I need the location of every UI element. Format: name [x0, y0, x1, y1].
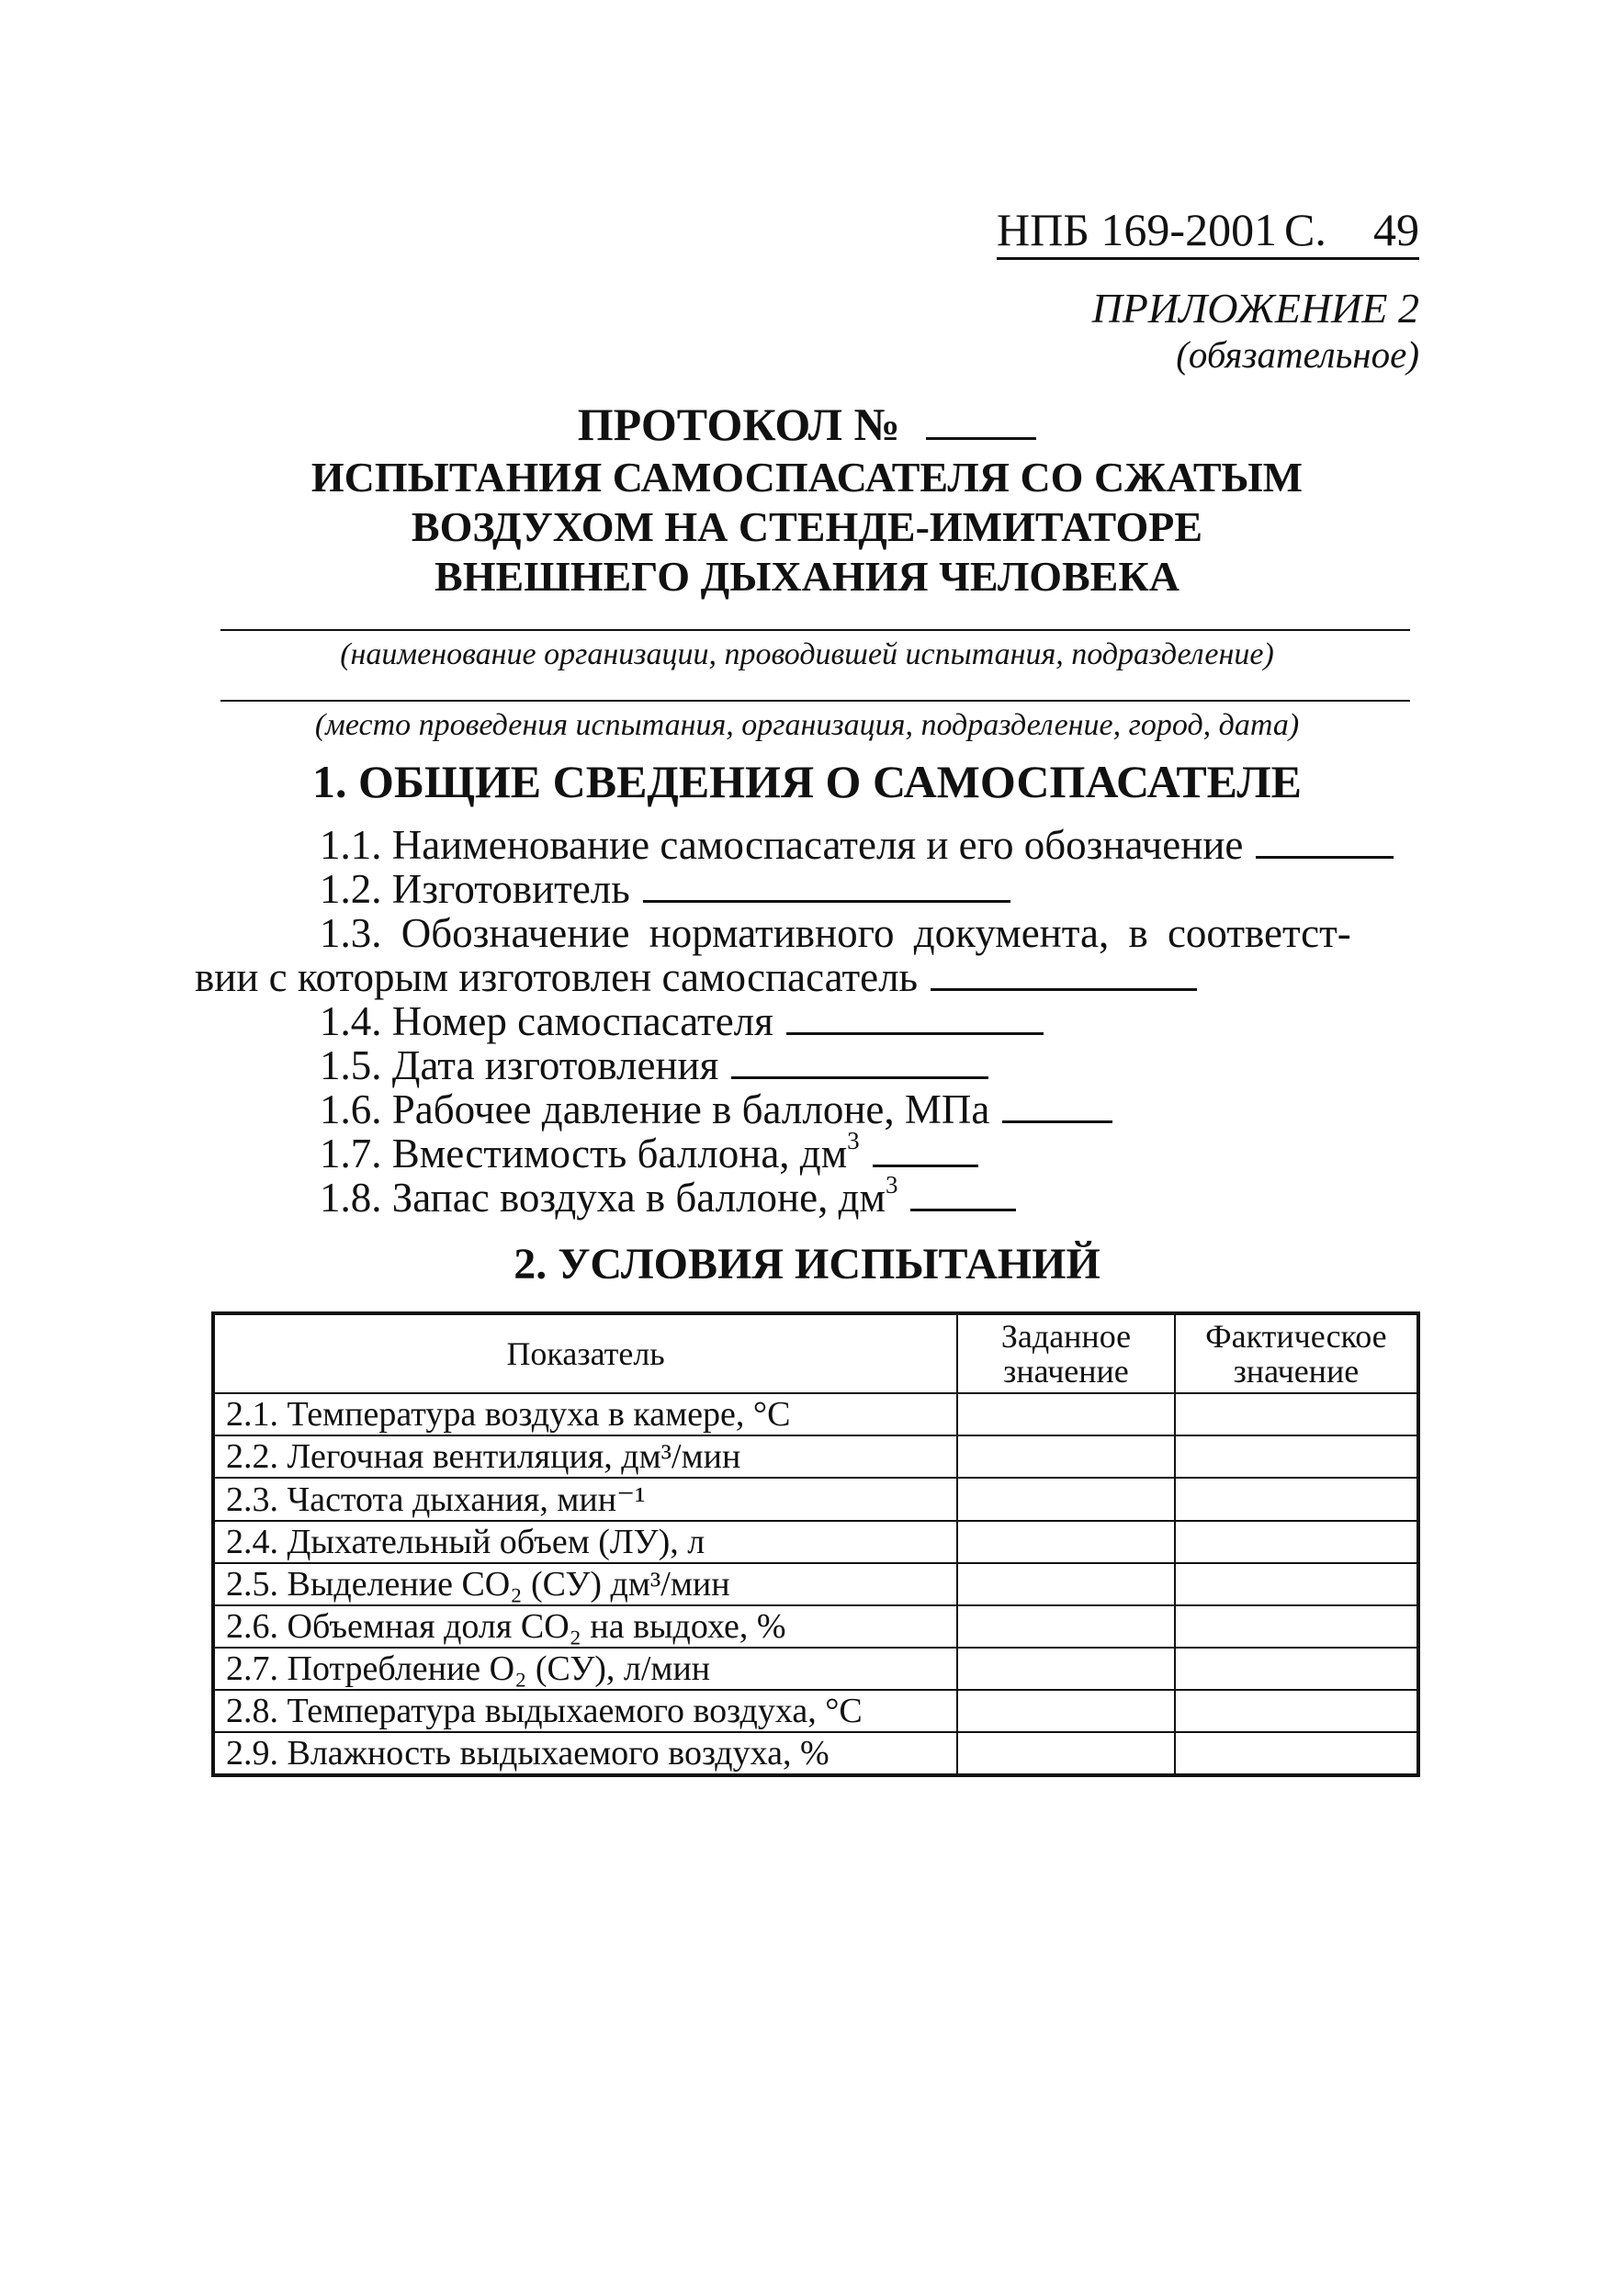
target-value-cell[interactable] — [957, 1435, 1175, 1478]
item-1-2-blank — [643, 865, 1010, 903]
actual-value-cell[interactable] — [1175, 1648, 1418, 1690]
table-row — [213, 1732, 1418, 1775]
table-row — [213, 1393, 1418, 1435]
item-1-3-cont-text: вии с которым изготовлен самоспасатель — [195, 954, 919, 1000]
column-header-target: Заданное значение — [957, 1313, 1175, 1393]
item-1-3-text: 1.3. Обозначение нормативного документа, в соответст- — [320, 910, 1351, 956]
item-1-7-sup: 3 — [847, 1126, 860, 1154]
protocol-number-blank — [926, 400, 1036, 440]
item-1-6-blank — [1002, 1086, 1112, 1123]
section1-heading: 1. ОБЩИЕ СВЕДЕНИЯ О САМОСПАСАТЕЛЕ — [312, 756, 1302, 807]
organization-caption: (наименование организации, проводившей испытания, подразделение) — [340, 637, 1274, 671]
table-header-row — [213, 1313, 1418, 1393]
target-value-cell[interactable] — [957, 1521, 1175, 1563]
place-line — [220, 700, 1410, 702]
item-1-3-blank — [931, 953, 1197, 991]
item-1-4-text: 1.4. Номер самоспасателя — [320, 998, 773, 1044]
section2-heading: 2. УСЛОВИЯ ИСПЫТАНИЙ — [514, 1240, 1100, 1289]
item-1-7-text: 1.7. Вместимость баллона, дм — [320, 1131, 848, 1176]
protocol-subtitle-2: ВОЗДУХОМ НА СТЕНДЕ-ИМИТАТОРЕ — [411, 503, 1203, 550]
table-row — [213, 1648, 1418, 1690]
appendix-title: ПРИЛОЖЕНИЕ 2 — [1091, 285, 1419, 332]
table-row — [213, 1435, 1418, 1478]
item-1-5 — [320, 1041, 988, 1089]
table-row — [213, 1690, 1418, 1732]
actual-value-cell[interactable] — [1175, 1478, 1418, 1521]
target-value-cell[interactable] — [957, 1732, 1175, 1775]
page-number: 49 — [1373, 204, 1419, 255]
item-1-6-text: 1.6. Рабочее давление в баллоне, МПа — [320, 1086, 990, 1132]
item-1-8-text: 1.8. Запас воздуха в баллоне, дм — [320, 1175, 886, 1221]
row-label: 2.5. Выделение СО₂ (СУ) дм³/мин — [213, 1563, 957, 1605]
row-label: 2.1. Температура воздуха в камере, °C — [213, 1393, 957, 1435]
page-header — [997, 202, 1419, 263]
table-row — [213, 1521, 1418, 1563]
item-1-4-blank — [786, 997, 1044, 1035]
column-header-indicator: Показатель — [213, 1313, 957, 1393]
item-1-5-blank — [731, 1041, 988, 1079]
page-label: С. — [1284, 204, 1326, 255]
actual-value-cell[interactable] — [1175, 1393, 1418, 1435]
organization-line — [220, 629, 1410, 631]
item-1-2 — [320, 865, 1010, 913]
item-1-8-sup: 3 — [885, 1170, 898, 1199]
protocol-title — [0, 397, 1614, 452]
row-label: 2.8. Температура выдыхаемого воздуха, °C — [213, 1690, 957, 1732]
header-underline — [997, 257, 1419, 260]
actual-value-cell[interactable] — [1175, 1563, 1418, 1605]
item-1-1-blank — [1256, 821, 1394, 859]
item-1-2-text: 1.2. Изготовитель — [320, 866, 630, 912]
target-value-cell[interactable] — [957, 1478, 1175, 1521]
appendix-note: (обязательное) — [1176, 333, 1419, 376]
table-row — [213, 1605, 1418, 1648]
item-1-7 — [320, 1126, 978, 1177]
actual-value-cell[interactable] — [1175, 1605, 1418, 1648]
actual-value-cell[interactable] — [1175, 1435, 1418, 1478]
test-conditions-table — [211, 1311, 1420, 1777]
row-label: 2.3. Частота дыхания, мин⁻¹ — [213, 1478, 957, 1521]
table-row — [213, 1563, 1418, 1605]
item-1-4 — [320, 997, 1044, 1045]
row-label: 2.6. Объемная доля СО₂ на выдохе, % — [213, 1605, 957, 1648]
row-label: 2.2. Легочная вентиляция, дм³/мин — [213, 1435, 957, 1478]
document-code: НПБ 169-2001 — [997, 204, 1278, 255]
row-label: 2.7. Потребление О₂ (СУ), л/мин — [213, 1648, 957, 1690]
actual-value-cell[interactable] — [1175, 1521, 1418, 1563]
column-header-actual: Фактическое значение — [1175, 1313, 1418, 1393]
item-1-7-blank — [873, 1130, 978, 1167]
target-value-cell[interactable] — [957, 1563, 1175, 1605]
target-value-cell[interactable] — [957, 1690, 1175, 1732]
row-label: 2.4. Дыхательный объем (ЛУ), л — [213, 1521, 957, 1563]
item-1-1 — [320, 821, 1394, 869]
item-1-3-cont — [195, 953, 1197, 1001]
target-value-cell[interactable] — [957, 1648, 1175, 1690]
actual-value-cell[interactable] — [1175, 1690, 1418, 1732]
table-row — [213, 1478, 1418, 1521]
item-1-8 — [320, 1170, 1016, 1221]
item-1-5-text: 1.5. Дата изготовления — [320, 1042, 719, 1088]
item-1-8-blank — [910, 1174, 1016, 1211]
place-caption: (место проведения испытания, организация, подразделение, город, дата) — [314, 708, 1300, 742]
item-1-1-text: 1.1. Наименование самоспасателя и его обозначение — [320, 822, 1244, 868]
target-value-cell[interactable] — [957, 1605, 1175, 1648]
item-1-6 — [320, 1086, 1112, 1133]
item-1-3 — [320, 909, 1351, 957]
protocol-title-text: ПРОТОКОЛ № — [577, 399, 900, 450]
protocol-subtitle-3: ВНЕШНЕГО ДЫХАНИЯ ЧЕЛОВЕКА — [435, 553, 1179, 600]
target-value-cell[interactable] — [957, 1393, 1175, 1435]
actual-value-cell[interactable] — [1175, 1732, 1418, 1775]
row-label: 2.9. Влажность выдыхаемого воздуха, % — [213, 1732, 957, 1775]
protocol-subtitle-1: ИСПЫТАНИЯ САМОСПАСАТЕЛЯ СО СЖАТЫМ — [310, 454, 1304, 501]
